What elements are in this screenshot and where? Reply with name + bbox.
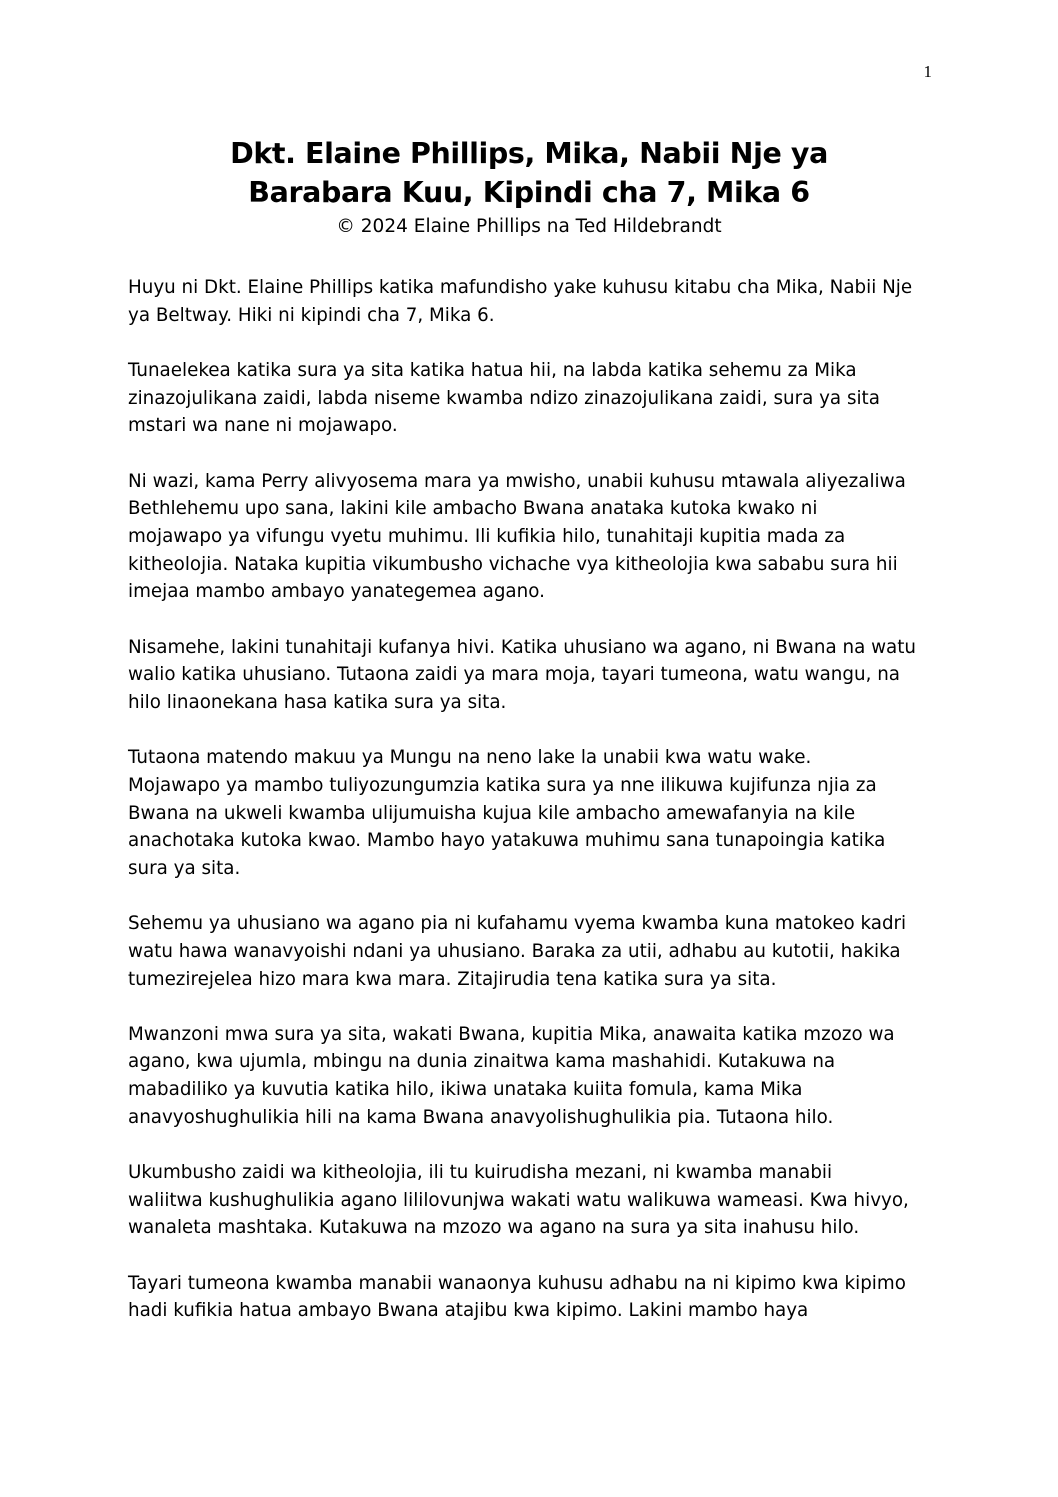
paragraph (128, 468, 938, 607)
title-line-1: Dkt. Elaine Phillips, Mika, Nabii Nje ya (230, 137, 828, 170)
paragraph-line: mabadiliko ya kuvutia katika hilo, ikiwa unataka kuiita fomula, kama Mika (128, 1079, 803, 1101)
document-body (128, 274, 938, 1353)
paragraph-line: anavyoshughulikia hili na kama Bwana anavyolishughulikia pia. Tutaona hilo. (128, 1106, 834, 1128)
paragraph-line: mojawapo ya vifungu vyetu muhimu. Ili kufikia hilo, tunahitaji kupitia mada za (128, 525, 846, 547)
paragraph (128, 634, 938, 717)
paragraph (128, 1021, 938, 1132)
paragraph-line: sura ya sita. (128, 857, 241, 879)
paragraph-line: hadi kufikia hatua ambayo Bwana atajibu kwa kipimo. Lakini mambo haya (128, 1300, 809, 1322)
paragraph-line: Huyu ni Dkt. Elaine Phillips katika mafundisho yake kuhusu kitabu cha Mika, Nabii Nje (128, 277, 913, 298)
paragraph-line: Tutaona matendo makuu ya Mungu na neno lake la unabii kwa watu wake. (128, 747, 812, 769)
paragraph (128, 274, 938, 329)
paragraph-line: kitheolojia. Nataka kupitia vikumbusho vichache vya kitheolojia kwa sababu sura hii (128, 553, 898, 575)
paragraph-line: waliitwa kushughulikia agano lililovunjwa wakati watu walikuwa wameasi. Kwa hivyo, (128, 1189, 909, 1211)
paragraph-line: Ukumbusho zaidi wa kitheolojia, ili tu kuirudisha mezani, ni kwamba manabii (128, 1162, 833, 1184)
paragraph-line: Bwana na ukweli kwamba ulijumuisha kujua kile ambacho amewafanyia na kile (128, 802, 856, 824)
paragraph-line: Mwanzoni mwa sura ya sita, wakati Bwana, kupitia Mika, anawaita katika mzozo wa (128, 1023, 895, 1045)
paragraph-line: wanaleta mashtaka. Kutakuwa na mzozo wa agano na sura ya sita inahusu hilo. (128, 1217, 860, 1239)
paragraph-line: Tunaelekea katika sura ya sita katika hatua hii, na labda katika sehemu za Mika (128, 359, 857, 381)
paragraph (128, 910, 938, 993)
paragraph (128, 1270, 938, 1325)
paragraph-line: Nisamehe, lakini tunahitaji kufanya hivi. Katika uhusiano wa agano, ni Bwana na watu (128, 636, 917, 658)
paragraph (128, 1159, 938, 1242)
document-header (128, 134, 930, 242)
paragraph (128, 357, 938, 440)
paragraph-line: watu hawa wanavyoishi ndani ya uhusiano. Baraka za utii, adhabu au kutotii, hakika (128, 940, 901, 962)
paragraph-line: imejaa mambo ambayo yanategemea agano. (128, 581, 545, 603)
paragraph-line: tumezirejelea hizo mara kwa mara. Zitajirudia tena katika sura ya sita. (128, 968, 777, 990)
page-number: 1 (923, 62, 932, 81)
paragraph-line: Bethlehemu upo sana, lakini kile ambacho Bwana anataka kutoka kwako ni (128, 498, 818, 520)
paragraph-line: agano, kwa ujumla, mbingu na dunia zinaitwa kama mashahidi. Kutakuwa na (128, 1051, 836, 1073)
paragraph-line: Mojawapo ya mambo tuliyozungumzia katika sura ya nne ilikuwa kujifunza njia za (128, 774, 877, 796)
paragraph-line: Ni wazi, kama Perry alivyosema mara ya mwisho, unabii kuhusu mtawala aliyezaliwa (128, 470, 906, 492)
copyright-notice: © 2024 Elaine Phillips na Ted Hildebrandt (336, 216, 722, 237)
paragraph-line: walio katika uhusiano. Tutaona zaidi ya mara moja, tayari tumeona, watu wangu, na (128, 664, 900, 686)
paragraph-line: Tayari tumeona kwamba manabii wanaonya kuhusu adhabu na ni kipimo kwa kipimo (128, 1272, 906, 1294)
paragraph-line: zinazojulikana zaidi, labda niseme kwamba ndizo zinazojulikana zaidi, sura ya sita (128, 387, 880, 409)
paragraph-line: ya Beltway. Hiki ni kipindi cha 7, Mika 6. (128, 304, 495, 326)
paragraph-line: hilo linaonekana hasa katika sura ya sita. (128, 691, 507, 713)
title-line-2: Barabara Kuu, Kipindi cha 7, Mika 6 (248, 176, 810, 209)
paragraph-line: anachotaka kutoka kwao. Mambo hayo yatakuwa muhimu sana tunapoingia katika (128, 830, 886, 852)
paragraph-line: Sehemu ya uhusiano wa agano pia ni kufahamu vyema kwamba kuna matokeo kadri (128, 913, 907, 935)
paragraph (128, 744, 938, 883)
paragraph-line: mstari wa nane ni mojawapo. (128, 415, 398, 437)
